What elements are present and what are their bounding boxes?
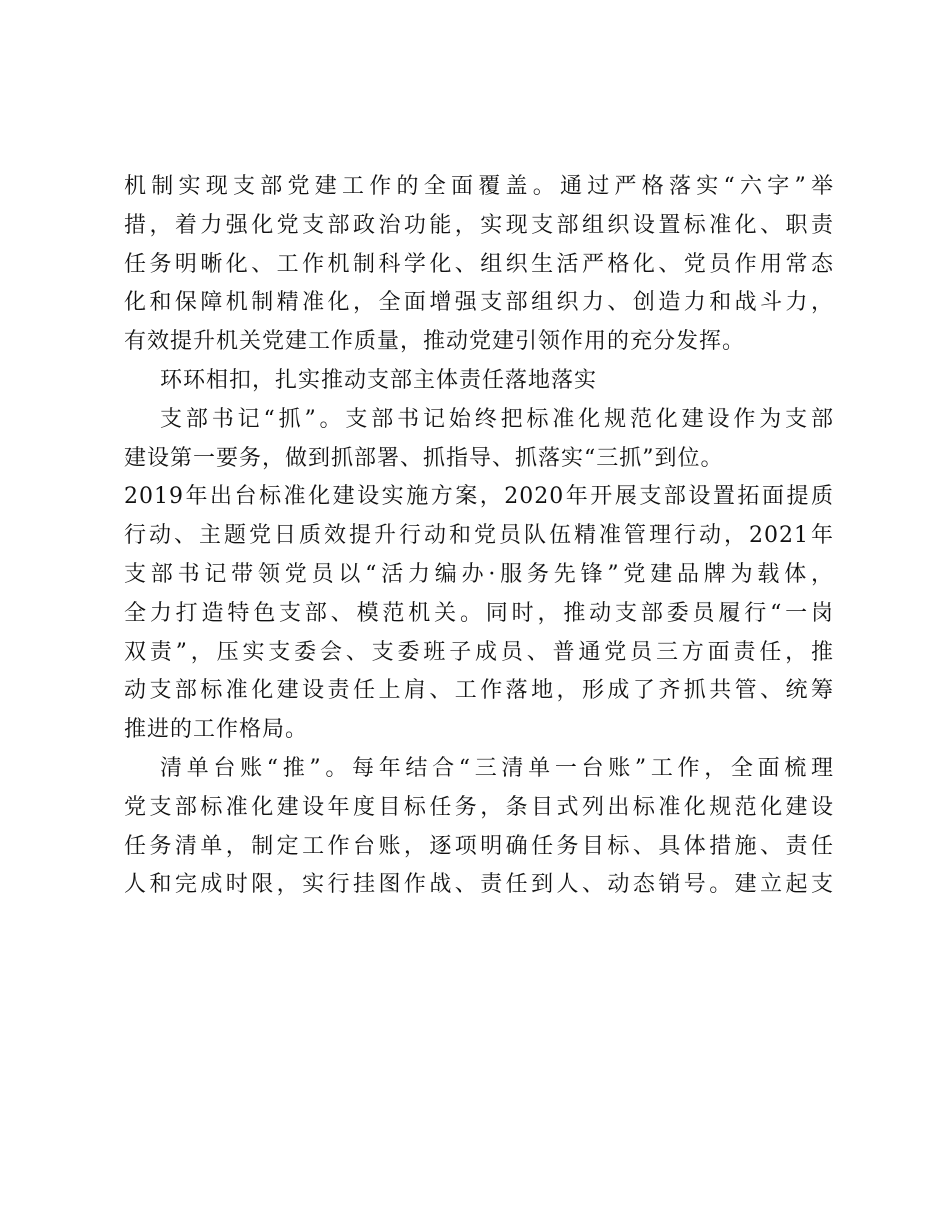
text-line: 行动、主题党日质效提升行动和党员队伍精准管理行动，2021年 <box>124 523 834 549</box>
text-line: 建设第一要务，做到抓部署、抓指导、抓落实“三抓”到位。 <box>124 445 724 471</box>
text-line: 措，着力强化党支部政治功能，实现支部组织设置标准化、职责 <box>124 212 834 238</box>
section-heading: 环环相扣，扎实推动支部主体责任落地落实 <box>160 367 598 393</box>
text-line: 任务清单，制定工作台账，逐项明确任务目标、具体措施、责任 <box>124 833 834 859</box>
text-line: 任务明晰化、工作机制科学化、组织生活严格化、党员作用常态 <box>124 251 834 277</box>
text-line: 动支部标准化建设责任上肩、工作落地，形成了齐抓共管、统筹 <box>124 678 834 704</box>
text-line: 党支部标准化建设年度目标任务，条目式列出标准化规范化建设 <box>124 794 834 820</box>
text-line: 人和完成时限，实行挂图作战、责任到人、动态销号。建立起支 <box>124 872 834 898</box>
text-line: 机制实现支部党建工作的全面覆盖。通过严格落实“六字”举 <box>124 174 834 199</box>
document-body <box>124 168 834 905</box>
text-line: 化和保障机制精准化，全面增强支部组织力、创造力和战斗力， <box>124 290 834 316</box>
paragraph-first-line: 清单台账“推”。每年结合“三清单一台账”工作，全面梳理 <box>160 755 834 781</box>
text-line: 双责”，压实支委会、支委班子成员、普通党员三方面责任，推 <box>124 639 834 665</box>
text-line: 有效提升机关党建工作质量，推动党建引领作用的充分发挥。 <box>124 329 746 355</box>
text-line: 支部书记带领党员以“活力编办·服务先锋”党建品牌为载体， <box>124 561 834 587</box>
text-line: 推进的工作格局。 <box>124 717 309 743</box>
text-line: 全力打造特色支部、模范机关。同时，推动支部委员履行“一岗 <box>124 600 834 626</box>
paragraph-first-line: 支部书记“抓”。支部书记始终把标准化规范化建设作为支部 <box>160 406 834 432</box>
text-line: 2019年出台标准化建设实施方案，2020年开展支部设置拓面提质 <box>124 484 834 510</box>
